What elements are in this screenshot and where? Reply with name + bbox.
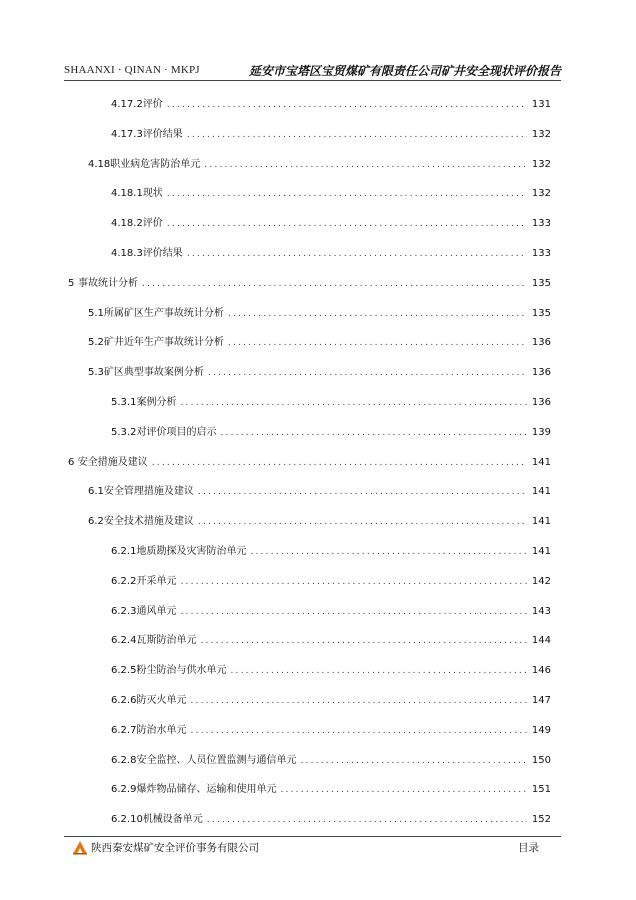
- toc-entry[interactable]: [68, 276, 551, 292]
- toc-entry-number: 6: [68, 456, 75, 468]
- toc-entry-title: 瓦斯防治单元: [136, 635, 197, 647]
- toc-entry[interactable]: [111, 425, 551, 441]
- toc-entry-number: 5.3.1: [111, 397, 137, 408]
- company-logo-icon: [72, 839, 88, 855]
- toc-entry-number: 4.18: [88, 158, 111, 170]
- page-header: [64, 60, 561, 82]
- toc-dot-leader: [280, 782, 527, 798]
- toc-entry[interactable]: [88, 306, 551, 322]
- toc-entry[interactable]: [111, 395, 551, 411]
- toc-dot-leader: [300, 753, 527, 769]
- toc-entry-number: 4.18.3: [111, 248, 143, 259]
- toc-entry-page-number: 143: [531, 605, 551, 617]
- header-left-text: SHAANXI · QINAN · MKPJ: [64, 64, 200, 76]
- toc-entry-page-number: 135: [531, 307, 551, 319]
- toc-dot-leader: [167, 216, 527, 232]
- toc-entry[interactable]: [68, 455, 551, 471]
- toc-entry-number: 5.3: [88, 367, 104, 379]
- toc-entry-title: 现状: [142, 188, 163, 200]
- toc-entry-title: 安全技术措施及建议: [103, 516, 194, 528]
- toc-dot-leader: [250, 544, 527, 560]
- toc-dot-leader: [228, 335, 527, 351]
- toc-entry-title: 对评价项目的启示: [136, 426, 217, 438]
- toc-entry[interactable]: [111, 753, 551, 769]
- toc-dot-leader: [190, 723, 527, 739]
- toc-entry-page-number: 146: [531, 665, 551, 677]
- toc-dot-leader: [180, 604, 527, 620]
- toc-entry[interactable]: [111, 723, 551, 739]
- toc-entry-page-number: 136: [531, 337, 551, 349]
- toc-entry-number: 6.2.8: [111, 754, 137, 766]
- toc-entry-title: 评价结果: [142, 128, 183, 140]
- toc-entry-number: 6.2.3: [111, 605, 137, 617]
- toc-entry-page-number: 132: [531, 158, 551, 170]
- toc-entry-title: 所属矿区生产事故统计分析: [103, 307, 224, 319]
- toc-entry-title: 事故统计分析: [77, 277, 138, 289]
- toc-entry-number: 6.2.9: [111, 784, 137, 796]
- toc-entry-number: 6.2.4: [111, 635, 137, 647]
- toc-dot-leader: [204, 157, 527, 173]
- toc-entry-title: 案例分析: [136, 397, 177, 408]
- toc-dot-leader: [187, 246, 527, 262]
- toc-entry-page-number: 141: [531, 486, 551, 498]
- toc-entry-number: 4.18.2: [111, 218, 143, 230]
- toc-entry[interactable]: [111, 246, 551, 262]
- toc-entry-number: 5: [68, 277, 75, 289]
- toc-entry[interactable]: [111, 127, 551, 143]
- page-footer: [64, 838, 561, 858]
- toc-entry[interactable]: [111, 604, 551, 620]
- toc-entry[interactable]: [111, 812, 551, 828]
- toc-entry-number: 6.2: [88, 516, 104, 528]
- toc-entry-title: 通风单元: [136, 605, 177, 617]
- toc-dot-leader: [180, 395, 527, 411]
- toc-entry-number: 6.2.5: [111, 665, 137, 677]
- toc-entry-page-number: 144: [531, 635, 551, 647]
- toc-dot-leader: [152, 455, 527, 471]
- toc-entry-page-number: 136: [531, 367, 551, 379]
- toc-entry-number: 6.2.10: [111, 814, 143, 826]
- toc-dot-leader: [200, 633, 527, 649]
- toc-dot-leader: [142, 276, 527, 292]
- toc-entry[interactable]: [111, 663, 551, 679]
- toc-dot-leader: [190, 693, 527, 709]
- toc-entry-page-number: 139: [531, 426, 551, 438]
- toc-entry-title: 矿井近年生产事故统计分析: [103, 337, 224, 349]
- toc-entry-title: 安全措施及建议: [77, 456, 148, 468]
- toc-entry-title: 矿区典型事故案例分析: [103, 367, 204, 379]
- toc-entry-page-number: 141: [531, 516, 551, 528]
- toc-entry-title: 职业病危害防治单元: [110, 158, 201, 170]
- toc-entry-page-number: 151: [531, 784, 551, 796]
- toc-entry[interactable]: [88, 514, 551, 530]
- toc-entry-page-number: 141: [531, 546, 551, 557]
- toc-entry-title: 评价结果: [142, 248, 183, 259]
- toc-entry-page-number: 152: [531, 814, 551, 826]
- toc-entry-title: 评价: [142, 99, 163, 110]
- toc-entry-number: 6.2.6: [111, 695, 137, 706]
- toc-entry[interactable]: [88, 365, 551, 381]
- footer-divider: [64, 836, 561, 837]
- toc-entry-title: 机械设备单元: [142, 814, 203, 826]
- toc-entry-page-number: 133: [531, 248, 551, 259]
- toc-dot-leader: [198, 484, 527, 500]
- toc-dot-leader: [180, 574, 527, 590]
- toc-entry-number: 4.17.3: [111, 128, 143, 140]
- toc-entry[interactable]: [111, 693, 551, 709]
- toc-entry-number: 6.2.2: [111, 575, 137, 587]
- toc-entry-title: 评价: [142, 218, 163, 230]
- toc-entry[interactable]: [88, 335, 551, 351]
- toc-dot-leader: [187, 127, 527, 143]
- toc-dot-leader: [167, 186, 527, 202]
- toc-entry-title: 防治水单元: [136, 724, 187, 736]
- toc-dot-leader: [228, 306, 527, 322]
- toc-entry-page-number: 132: [531, 128, 551, 140]
- toc-entry[interactable]: [111, 216, 551, 232]
- toc-entry-page-number: 147: [531, 695, 551, 706]
- header-report-title: 延安市宝塔区宝贸煤矿有限责任公司矿井安全现状评价报告: [248, 64, 561, 78]
- toc-dot-leader: [208, 365, 527, 381]
- toc-entry-page-number: 133: [531, 218, 551, 230]
- footer-section-label: 目录: [518, 842, 539, 854]
- toc-entry-title: 地质勘探及灾害防治单元: [136, 546, 247, 557]
- toc-entry-number: 4.18.1: [111, 188, 143, 200]
- toc-entry-title: 开采单元: [136, 575, 177, 587]
- toc-entry-title: 爆炸物品储存、运输和使用单元: [136, 784, 277, 796]
- toc-entry-number: 4.17.2: [111, 99, 143, 110]
- toc-entry-number: 5.2: [88, 337, 104, 349]
- toc-dot-leader: [198, 514, 527, 530]
- toc-entry-page-number: 135: [531, 277, 551, 289]
- toc-entry-number: 6.1: [88, 486, 104, 498]
- header-divider: [64, 80, 561, 81]
- footer-company-name: 陕西秦安煤矿安全评价事务有限公司: [91, 842, 259, 854]
- toc-entry[interactable]: [111, 633, 551, 649]
- toc-entry-page-number: 136: [531, 397, 551, 408]
- toc-entry[interactable]: [111, 782, 551, 798]
- toc-entry-number: 6.2.1: [111, 546, 137, 557]
- toc-dot-leader: [167, 97, 527, 113]
- toc-entry-title: 安全管理措施及建议: [103, 486, 194, 498]
- toc-entry[interactable]: [111, 186, 551, 202]
- toc-entry-page-number: 141: [531, 456, 551, 468]
- toc-entry-page-number: 131: [531, 99, 551, 110]
- toc-entry[interactable]: [88, 484, 551, 500]
- toc-entry-page-number: 142: [531, 575, 551, 587]
- toc-entry[interactable]: [88, 157, 551, 173]
- toc-entry-page-number: 150: [531, 754, 551, 766]
- toc-entry-title: 粉尘防治与供水单元: [136, 665, 227, 677]
- toc-dot-leader: [230, 663, 527, 679]
- toc-entry[interactable]: [111, 544, 551, 560]
- toc-entry[interactable]: [111, 574, 551, 590]
- toc-entry-number: 5.1: [88, 307, 104, 319]
- toc-entry-title: 安全监控、人员位置监测与通信单元: [136, 754, 297, 766]
- toc-entry[interactable]: [111, 97, 551, 113]
- toc-entry-page-number: 132: [531, 188, 551, 200]
- toc-entry-page-number: 149: [531, 724, 551, 736]
- toc-entry-number: 5.3.2: [111, 426, 137, 438]
- toc-dot-leader: [220, 425, 527, 441]
- toc-entry-number: 6.2.7: [111, 724, 137, 736]
- toc-dot-leader: [207, 812, 527, 828]
- toc-entry-title: 防灭火单元: [136, 695, 187, 706]
